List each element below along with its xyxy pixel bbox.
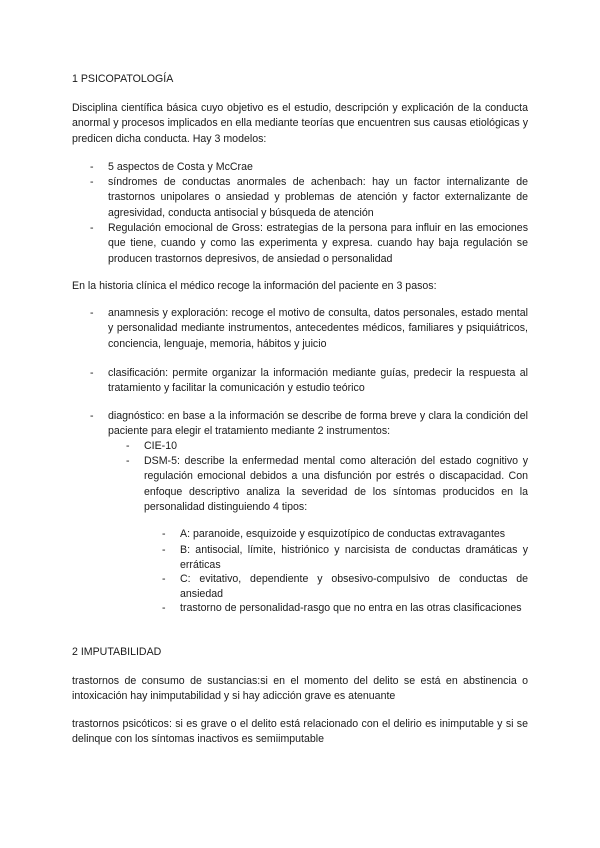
list-item-type (162, 527, 528, 542)
list-item-model (90, 221, 528, 267)
list-item-text: trastorno de personalidad-rasgo que no entra en las otras clasificaciones (180, 602, 522, 614)
bullet-dash: - (162, 573, 166, 585)
intro-paragraph: Disciplina científica básica cuyo objetivo es el estudio, descripción y explicación de la conducta anormal y procesos implicados en ella mediante teorías que encuentren sus causas etiológicas y predicen dicha conducta. Hay 3 modelos: (72, 102, 528, 145)
list-item-text: clasificación: permite organizar la información mediante guías, predecir la respuesta al tratamiento y facilitar la comunicación y estudio teórico (108, 367, 528, 395)
bullet-dash: - (162, 528, 166, 540)
list-item-text: Regulación emocional de Gross: estrategias de la persona para influir en las emociones que tiene, cuando y como las experimenta y expresa. cuando hay baja regulación se producen trastornos depresivos, de ansiedad o personalidad (108, 222, 528, 265)
section-heading-imputabilidad: 2 IMPUTABILIDAD (72, 646, 162, 658)
list-item-step (90, 409, 528, 440)
body-paragraph: trastornos de consumo de sustancias:si en el momento del delito se está en abstinencia o intoxicación hay inimputabilidad y si hay adicción grave es atenuante (72, 675, 528, 703)
list-item-model (90, 160, 528, 175)
bullet-dash: - (90, 410, 94, 422)
bullet-dash: - (126, 455, 130, 467)
list-item-text: anamnesis y exploración: recoge el motivo de consulta, datos personales, estado mental y personalidad mediante instrumentos, antecedentes médicos, familiares y psiquiátricos, conciencia, lenguaje, memoria, hábitos y juicio (108, 307, 528, 350)
list-item-text: diagnóstico: en base a la información se describe de forma breve y clara la condición del paciente para elegir el tratamiento mediante 2 instrumentos: (108, 410, 528, 438)
section-heading-psicopatologia: 1 PSICOPATOLOGÍA (72, 73, 174, 85)
list-item-text: A: paranoide, esquizoide y esquizotípico de conductas extravagantes (180, 528, 506, 540)
bullet-dash: - (126, 440, 130, 452)
bullet-dash: - (90, 222, 94, 234)
list-item-instrument (126, 454, 528, 516)
list-item-type (162, 572, 528, 603)
body-paragraph: trastornos psicóticos: si es grave o el delito está relacionado con el delirio es inimputable y si se delinque con los síntomas inactivos es semiimputable (72, 718, 528, 746)
bullet-dash: - (90, 307, 94, 319)
list-item-text: 5 aspectos de Costa y McCrae (108, 161, 253, 173)
list-item-text: DSM-5: describe la enfermedad mental como alteración del estado cognitivo y regulación emocional debidos a una disfunción por estrés o discapacidad. Con enfoque descriptivo analiza la severidad de los síntomas producidos en la personalidad distinguiendo 4 tipos: (144, 455, 528, 514)
history-intro-paragraph: En la historia clínica el médico recoge la información del paciente en 3 pasos: (72, 280, 437, 292)
bullet-dash: - (90, 176, 94, 188)
list-item-instrument (126, 439, 528, 454)
list-item-type (162, 543, 528, 574)
bullet-dash: - (90, 367, 94, 379)
bullet-dash: - (90, 161, 94, 173)
list-item-step (90, 306, 528, 352)
list-item-text: B: antisocial, límite, histriónico y narcisista de conductas dramáticas y erráticas (180, 544, 528, 572)
bullet-dash: - (162, 544, 166, 556)
list-item-text: CIE-10 (144, 440, 177, 452)
list-item-type (162, 601, 528, 616)
bullet-dash: - (162, 602, 166, 614)
list-item-step (90, 366, 528, 397)
list-item-model (90, 175, 528, 221)
list-item-text: C: evitativo, dependiente y obsesivo-compulsivo de conductas de ansiedad (180, 573, 528, 601)
list-item-text: síndromes de conductas anormales de achenbach: hay un factor internalizante de trastornos unipolares o ansiedad y problemas de atención y factor externalizante de agresividad, conducta antisocial y búsqueda de atención (108, 176, 528, 219)
